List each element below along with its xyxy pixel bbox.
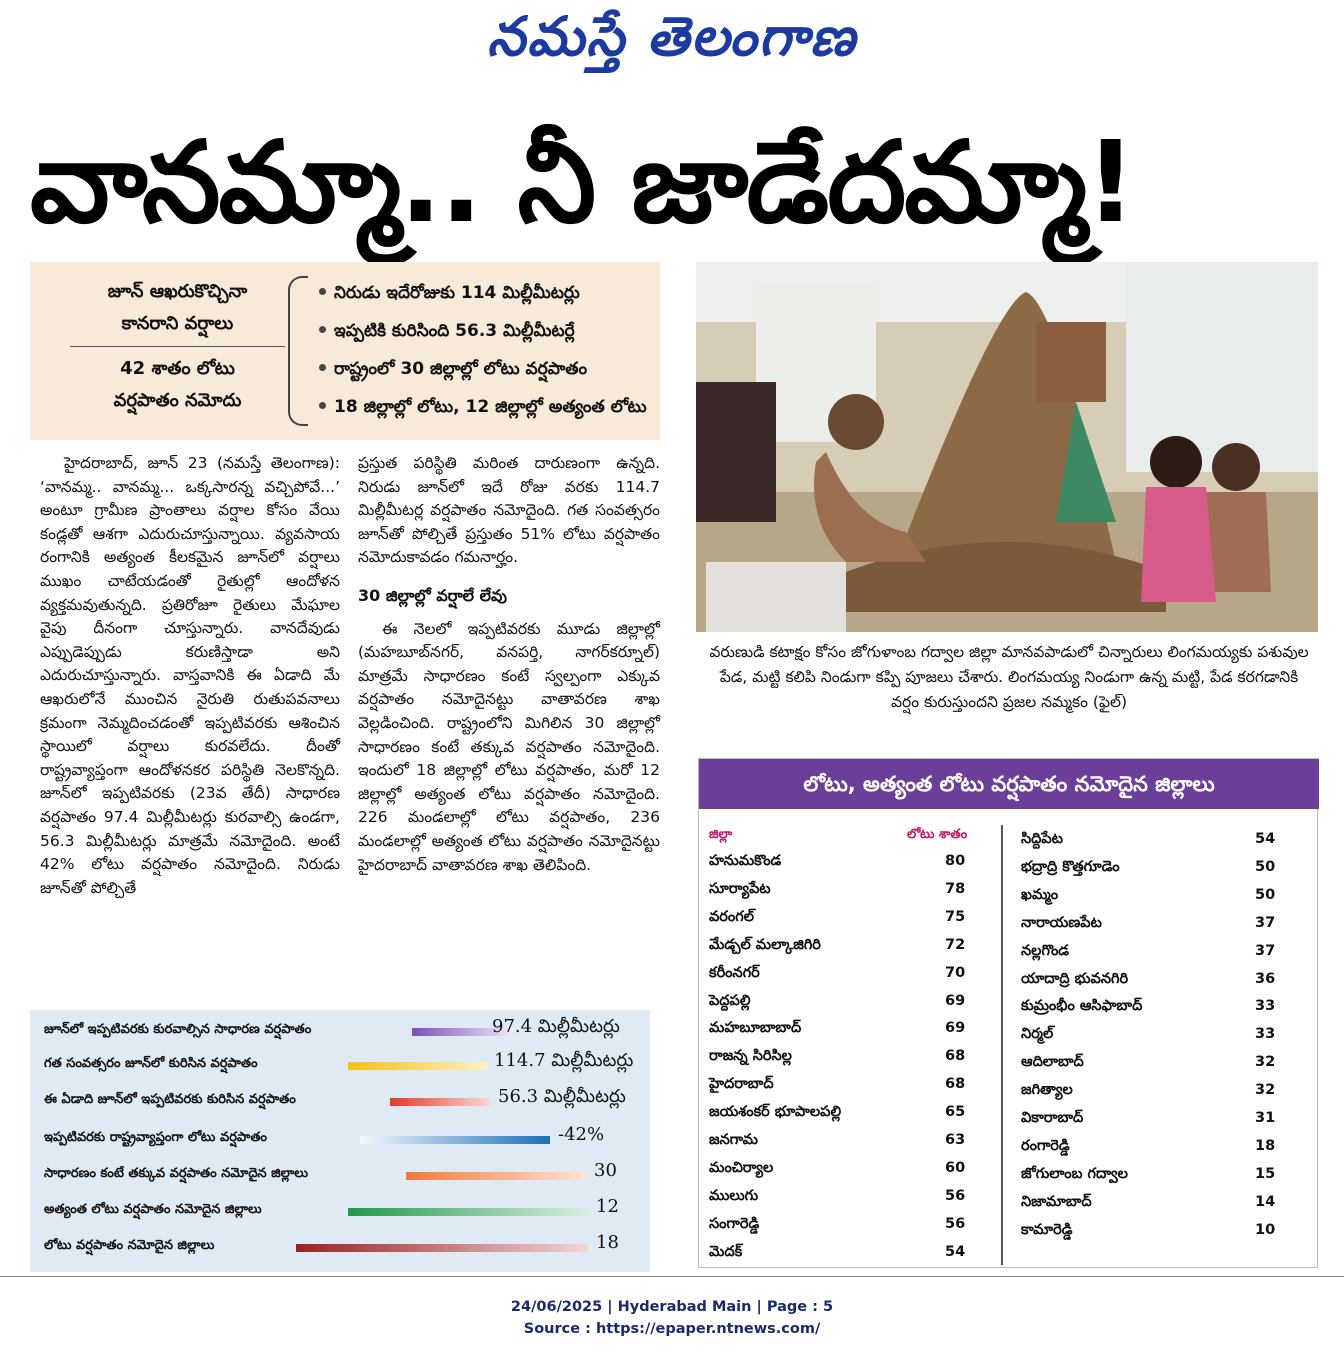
stat-label: గత సంవత్సరం జూన్‌లో కురిసిన వర్షపాతం [44,1056,258,1071]
district-row [699,1014,999,1042]
article-paragraph: ఈ నెలలో ఇప్పటివరకు మూడు జిల్లాల్లో (మహబూబ్‌నగర్, వనపర్తి, నాగర్‌కర్నూల్) మాత్రమే సాధారణం కంటే స్వల్పంగా ఎక్కువ వర్షపాతం నమోదైనట్టు వాతావరణ శాఖ వెల్లడించింది. రాష్ట్రంలోని మిగిలిన 30 జిల్లాల్లో సాధారణం కంటే తక్కువ వర్షపాతం నమోదైంది. ఇందులో 18 జిల్లాల్లో లోటు వర్షపాతం, మరో 12 జిల్లాల్లో అత్యంత లోటు వర్షపాతం నమోదైంది. 226 మండలాల్లో లోటు వర్షపాతం, 236 మండలాల్లో అత్యంత లోటు వర్షపాతం నమోదైనట్టు హైదరాబాద్ వాతావరణ శాఖ తెలిపింది. [358,619,660,874]
district-deficit-value: 78 [945,880,966,897]
stat-bar [406,1172,586,1180]
district-deficit-value: 33 [1255,1026,1276,1043]
district-deficit-value: 60 [945,1159,966,1176]
stat-row [44,1124,644,1154]
district-table-header [699,821,999,849]
stat-bar [348,1062,488,1070]
stat-row [44,1160,644,1190]
district-name: కుమ్రంభీం ఆసిఫాబాద్ [1021,998,1143,1015]
district-deficit-value: 75 [945,908,966,925]
stat-bar [360,1136,550,1144]
stat-value: 56.3 మిల్లీమీటర్లు [498,1086,626,1107]
district-deficit-value: 50 [1255,858,1276,875]
stat-bar [296,1244,588,1252]
summary-box [30,262,660,440]
district-deficit-value: 33 [1255,998,1276,1015]
stat-row [44,1016,644,1046]
stat-value: 97.4 మిల్లీమీటర్లు [492,1016,620,1037]
stat-row [44,1196,644,1226]
district-table-title: లోటు, అత్యంత లోటు వర్షపాతం నమోదైన జిల్లాలు [699,759,1319,809]
district-deficit-value: 72 [945,936,966,953]
stat-value: 12 [596,1196,619,1217]
summary-bullet: నిరుడు ఇదేరోజుకు 114 మిల్లీమీటర్లు [313,274,658,312]
district-row [699,931,999,959]
district-row [699,847,999,875]
district-name: జయశంకర్ భూపాలపల్లి [709,1104,842,1121]
stat-row [44,1232,644,1262]
district-name: నిజామాబాద్ [1021,1193,1092,1210]
bullet-icon [319,364,326,371]
district-deficit-value: 31 [1255,1110,1276,1126]
district-row [699,1154,999,1182]
stat-label: ఇప్పటివరకు రాష్ట్రవ్యాప్తంగా లోటు వర్షపాతం [44,1130,268,1145]
footer-rule [0,1276,1344,1277]
summary-left [70,276,285,417]
district-deficit-value: 36 [1255,970,1276,987]
district-deficit-value: 18 [1255,1137,1276,1154]
district-name: మెదక్ [709,1243,743,1260]
district-deficit-value: 69 [945,1020,966,1037]
district-deficit-value: 37 [1255,942,1276,959]
summary-left-line: 42 శాతం లోటు [120,358,235,379]
district-name: యాదాద్రి భువనగిరి [1021,970,1129,987]
district-name: ఖమ్మం [1021,886,1059,903]
district-row [1011,965,1311,993]
bullet-icon [319,326,326,333]
summary-bullets [313,274,658,426]
summary-left-line: కానరాని వర్షాలు [121,313,234,334]
district-name: రాజన్న సిరిసిల్ల [709,1048,792,1065]
stat-label: జూన్‌లో ఇప్పటివరకు కురవాల్సిన సాధారణ వర్షపాతం [44,1022,312,1037]
district-row [699,875,999,903]
district-name: సూర్యాపేట [709,880,771,897]
district-row [1011,1160,1311,1188]
stat-label: సాధారణం కంటే తక్కువ వర్షపాతం నమోదైన జిల్లాలు [44,1166,308,1181]
district-row [699,903,999,931]
district-name: ఆదిలాబాద్ [1021,1054,1084,1071]
district-name: సిద్దిపేట [1021,831,1063,847]
headline: వానమ్మా.. నీ జాడేదమ్మా! [30,118,1135,248]
rainfall-stats-box [30,1010,650,1272]
district-deficit-value: 68 [945,1076,966,1093]
stat-label: ఈ ఏడాది జూన్‌లో ఇప్పటివరకు కురిసిన వర్షపాతం [44,1092,296,1107]
photo-caption: వరుణుడి కటాక్షం కోసం జోగుళాంబ గద్వాల జిల్లా మానవపాడులో చిన్నారులు లింగమయ్యకు పశువుల పేడ, మట్టి కలిపి నిండుగా కప్పి పూజలు చేశారు. లింగమయ్య నిండుగా ఉన్న మట్టి, పేడ కరగడానికి వర్షం కురుస్తుందని ప్రజల నమ్మకం (ఫైల్) [709,643,1309,711]
column-divider [1001,825,1003,1265]
stat-label: అత్యంత లోటు వర్షపాతం నమోదైన జిల్లాలు [44,1202,262,1217]
masthead [0,4,1344,84]
district-row [1011,992,1311,1020]
district-deficit-value: 56 [945,1215,966,1232]
stat-value: 30 [594,1160,617,1181]
district-deficit-value: 65 [945,1104,966,1121]
stat-label: లోటు వర్షపాతం నమోదైన జిల్లాలు [44,1238,215,1253]
district-row [1011,1104,1311,1132]
district-name: ములుగు [709,1187,759,1204]
district-row [1011,909,1311,937]
district-deficit-value: 32 [1255,1054,1276,1071]
district-name: నారాయణపేట [1021,914,1102,931]
footer-edition: 24/06/2025 | Hyderabad Main | Page : 5 [510,1299,834,1315]
district-name: సంగారెడ్డి [709,1215,760,1232]
district-row [699,1238,999,1266]
district-row [1011,1020,1311,1048]
district-name: మహబూబాబాద్ [709,1020,802,1037]
district-deficit-value: 54 [945,1243,966,1260]
district-deficit-value: 56 [945,1187,966,1204]
district-name: మంచిర్యాల [709,1159,774,1176]
news-photo [696,262,1318,632]
district-name: జోగులాంబ గద్వాల [1021,1165,1128,1182]
summary-bullet: 18 జిల్లాల్లో లోటు, 12 జిల్లాల్లో అత్యంత లోటు [313,388,658,426]
summary-bullet: ఇప్పటికి కురిసింది 56.3 మిల్లీమీటర్లే [313,312,658,350]
district-name: హైదరాబాద్ [709,1076,774,1093]
district-deficit-value: 54 [1255,831,1276,847]
district-row [699,1042,999,1070]
article-subheading: 30 జిల్లాల్లో వర్షాలే లేవు [358,585,507,605]
summary-left-line: జూన్ ఆఖరుకొచ్చినా [107,281,248,302]
bullet-icon [319,288,326,295]
district-deficit-value: 69 [945,992,966,1009]
district-name: మేడ్చల్ మల్కాజిగిరి [709,936,821,953]
district-row [699,1070,999,1098]
district-deficit-value: 68 [945,1048,966,1065]
summary-bullet: రాష్ట్రంలో 30 జిల్లాల్లో లోటు వర్షపాతం [313,350,658,388]
stat-bar [348,1208,588,1216]
district-name: నల్లగొండ [1021,942,1070,959]
district-row [1011,825,1311,853]
article-column-2 [358,452,660,877]
district-deficit-value: 37 [1255,914,1276,931]
district-deficit-value: 70 [945,964,966,981]
district-name: రంగారెడ్డి [1021,1137,1070,1154]
footer [0,1296,1344,1340]
district-deficit-value: 10 [1255,1221,1276,1238]
district-deficit-value: 32 [1255,1082,1276,1099]
district-name: వికారాబాద్ [1021,1110,1084,1126]
masthead-logo: నమస్తే తెలంగాణ [487,4,857,68]
district-row [1011,1076,1311,1104]
district-deficit-value: 80 [945,853,966,869]
bullet-icon [319,402,326,409]
district-deficit-value: 63 [945,1132,966,1148]
district-name: కామారెడ్డి [1021,1221,1073,1238]
district-row [699,959,999,987]
district-name: వరంగల్ [709,908,754,925]
district-row [699,1182,999,1210]
district-deficit-value: 15 [1255,1165,1276,1182]
stat-value: 18 [596,1232,619,1253]
summary-brace [288,276,308,426]
stat-value: 114.7 మిల్లీమీటర్లు [494,1050,634,1071]
district-name: హనుమకొండ [709,853,782,869]
district-deficit-table [698,758,1318,1268]
stat-value: -42% [558,1124,605,1145]
district-row [1011,1132,1311,1160]
district-row [699,1126,999,1154]
district-row [699,1098,999,1126]
district-row [1011,853,1311,881]
district-row [699,987,999,1015]
footer-source-link[interactable]: Source : https://epaper.ntnews.com/ [523,1321,821,1337]
district-name: భద్రాద్రి కొత్తగూడెం [1021,858,1120,875]
stat-row [44,1050,644,1080]
district-name: కరీంనగర్ [709,964,760,981]
district-row [1011,881,1311,909]
district-name: నిర్మల్ [1021,1026,1054,1043]
article-paragraph: హైదరాబాద్, జూన్ 23 (నమస్తే తెలంగాణ): ‘వానమ్మ.. వానమ్మ... ఒక్కసారన్న వచ్చిపోవే...’ అంటూ గ్రామీణ ప్రాంతాలు వర్షాల కోసం వేయి కండ్లతో ఆశగా ఎదురుచూస్తున్నాయి. వ్యవసాయ రంగానికి అత్యంత కీలకమైన జూన్‌లో వర్షాలు ముఖం చాటేయడంతో రైతుల్లో ఆందోళన వ్యక్తమవుతున్నది. ప్రతిరోజూ రైతులు మేఘాల వైపు దీనంగా చూస్తున్నారు. వానదేవుడు ఎప్పుడెప్పుడు కరుణిస్తాడా అని ఎదురుచూస్తున్నారు. వాస్తవానికి ఈ ఏడాది మే ఆఖరులోనే ముంచిన నైరుతి రుతుపవనాలు క్రమంగా నెమ్మదించడంతో ఇప్పటివరకు ఆశించిన స్థాయిలో వర్షాలు కురవలేదు. దీంతో రాష్ట్రవ్యాప్తంగా ఆందోళనకర పరిస్థితి నెలకొన్నది. జూన్‌లో ఇప్పటివరకు (23వ తేదీ) సాధారణ వర్షపాతం 97.4 మిల్లీమీటర్లు కురవాల్సి ఉండగా, 56.3 మిల్లీమీటర్లు మాత్రమే నమోదైంది. అంటే 42% లోటు వర్షపాతం నమోదైంది. నిరుడు జూన్‌తో పోల్చితే [40,454,340,897]
photo-illustration [696,262,1318,632]
stat-bar [390,1098,490,1106]
district-name: జనగామ [709,1132,759,1148]
district-row [699,1210,999,1238]
stat-row [44,1086,644,1116]
district-row [1011,937,1311,965]
header-district: జిల్లా [709,827,733,842]
article-column-1 [40,452,340,900]
district-name: జగిత్యాల [1021,1082,1073,1099]
summary-divider [70,346,285,347]
district-row [1011,1216,1311,1244]
header-deficit: లోటు శాతం [907,827,968,842]
district-name: పెద్దపల్లి [709,992,751,1009]
district-row [1011,1048,1311,1076]
summary-left-line: వర్షపాతం నమోదు [113,390,242,411]
district-deficit-value: 50 [1255,886,1276,903]
district-row [1011,1188,1311,1216]
district-deficit-value: 14 [1255,1193,1276,1210]
article-paragraph: ప్రస్తుత పరిస్థితి మరింత దారుణంగా ఉన్నది. నిరుడు జూన్‌లో ఇదే రోజు వరకు 114.7 మిల్లీమీటర్ల వర్షపాతం నమోదైంది. గత సంవత్సరం జూన్‌తో పోల్చితే ప్రస్తుతం 51% లోటు వర్షపాతం నమోదుకావడం గమనార్హం. [358,454,660,567]
